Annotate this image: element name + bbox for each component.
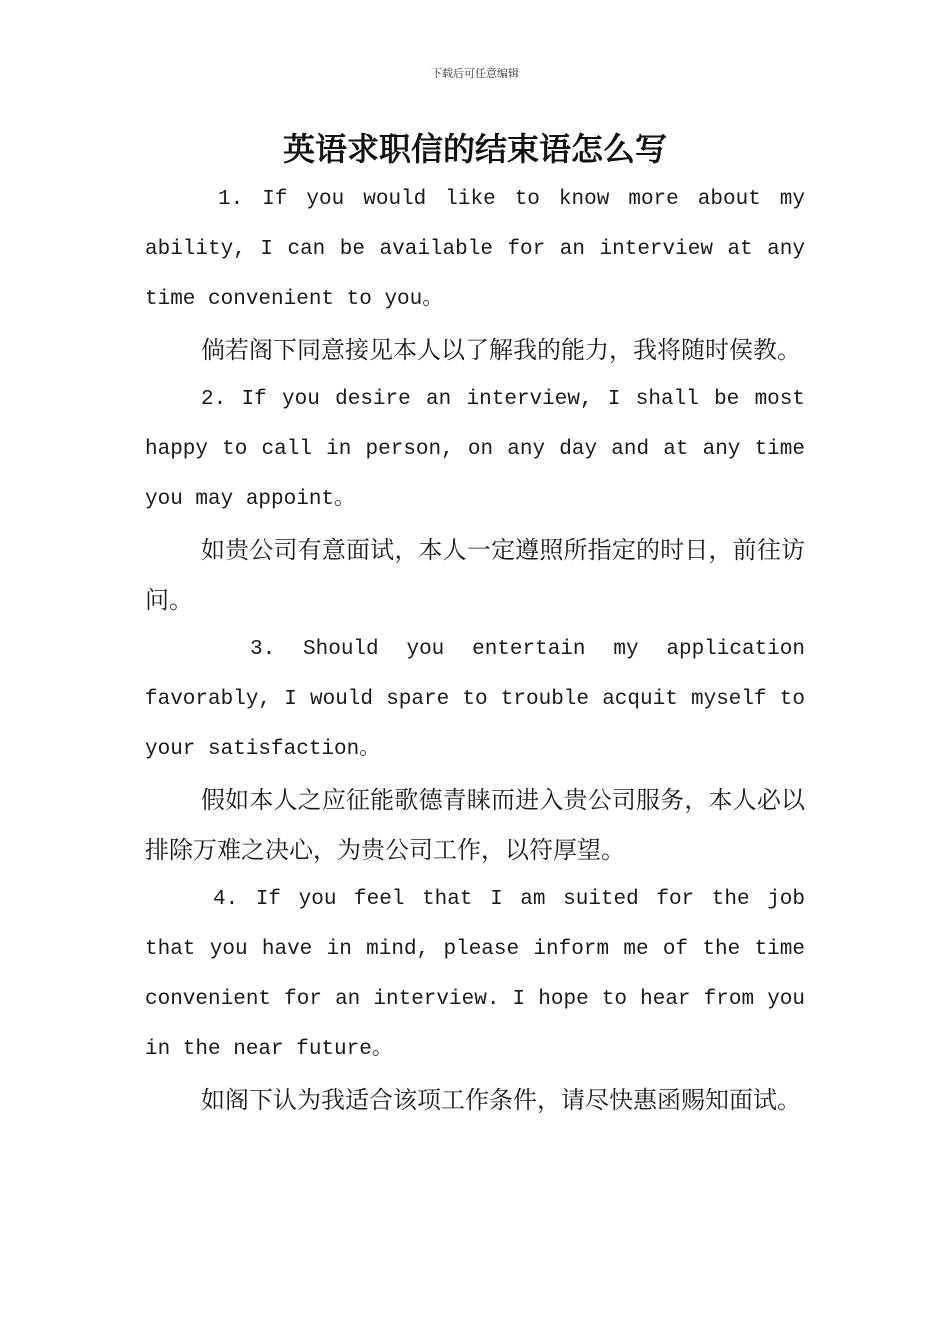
paragraph-1-chinese: 倘若阁下同意接见本人以了解我的能力，我将随时侯教。 (201, 336, 801, 364)
paragraph-3-english: 3. Should you entertain my application favorably, I would spare to trouble acquit myself to your satisfaction。 (145, 638, 805, 761)
paragraph-4-english: 4. If you feel that I am suited for the job that you have in mind, please inform me of the time convenient for an interview. I hope to hear from you in the near future。 (145, 888, 805, 1061)
paragraph-2-english: 2. If you desire an interview, I shall be most happy to call in person, on any day and at any time you may appoint。 (145, 388, 805, 511)
paragraph-1-english: 1. If you would like to know more about my ability, I can be available for an interview at any time convenient to you。 (145, 188, 805, 311)
paragraph-2-chinese: 如贵公司有意面试，本人一定遵照所指定的时日，前往访问。 (145, 536, 805, 614)
header-note: 下载后可任意编辑 (431, 67, 519, 80)
document-body (145, 175, 805, 1125)
paragraph-4-chinese: 如阁下认为我适合该项工作条件，请尽快惠函赐知面试。 (201, 1086, 801, 1114)
paragraph-3-chinese: 假如本人之应征能歌德青睐而进入贵公司服务，本人必以排除万难之决心，为贵公司工作，以符厚望。 (145, 786, 805, 864)
page-title: 英语求职信的结束语怎么写 (282, 130, 667, 168)
